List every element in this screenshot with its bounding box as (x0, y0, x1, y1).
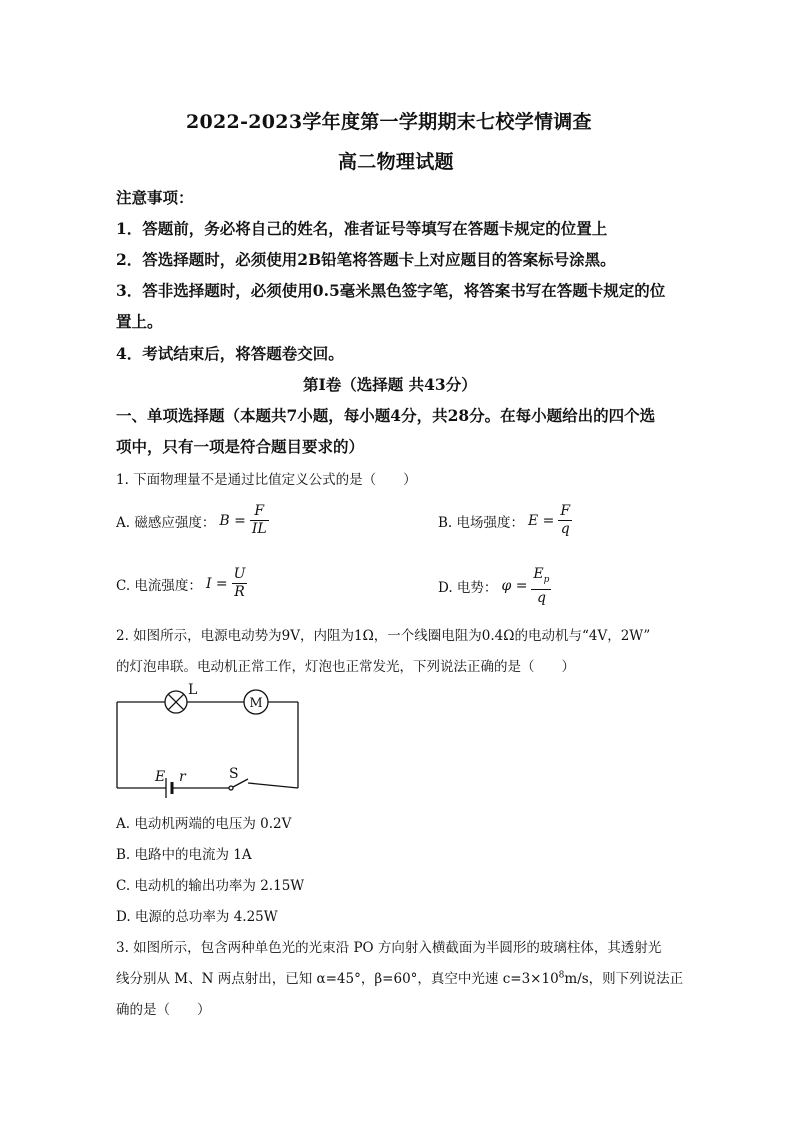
resistance-label: r (179, 769, 186, 785)
q1-option-d-denominator: q (536, 589, 546, 606)
q1-option-b (438, 503, 572, 538)
part1-heading-cont: 项中，只有一项是符合题目要求的） (116, 437, 365, 456)
q1-option-c-label: C. 电流强度： (116, 577, 202, 594)
switch-label: S (229, 766, 239, 782)
q1-option-d-numerator-sub: p (543, 574, 550, 585)
q3-stem-line2 (116, 967, 683, 987)
q1-option-c-fraction (232, 566, 248, 601)
q1-option-c-lhs: I = (205, 575, 228, 592)
q2-option-d: D. 电源的总功率为 4.25W (116, 909, 278, 925)
page-title: 2022-2023学年度第一学期期末七校学情调查 (186, 111, 592, 133)
q1-option-a (116, 503, 269, 538)
emf-label: E (155, 769, 166, 785)
switch-contact-left (229, 786, 233, 790)
q2-stem-line1: 2. 如图所示，电源电动势为9V，内阻为1Ω，一个线圈电阻为0.4Ω的电动机与“4V，2W” (116, 628, 651, 644)
q1-stem: 1. 下面物理量不是通过比值定义公式的是（ ） (116, 472, 417, 488)
q2-option-b: B. 电路中的电流为 1A (116, 847, 252, 863)
q1-option-a-denominator: IL (251, 521, 267, 537)
notes-heading: 注意事项： (116, 188, 194, 207)
q3-stem-line2-part1: 线分别从 M、N 两点射出，已知 α=45°，β=60°，真空中光速 c=3×10 (116, 971, 559, 987)
q1-option-c-denominator: R (234, 584, 245, 600)
circuit-diagram (110, 680, 310, 800)
q3-stem-line2-part2: m/s，则下列说法正 (564, 971, 684, 987)
q1-option-d-numerator (531, 566, 551, 590)
q2-option-a: A. 电动机两端的电压为 0.2V (116, 816, 292, 832)
q1-option-b-fraction (558, 503, 572, 538)
q1-option-c-numerator: U (233, 566, 246, 582)
note-item-1: 1．答题前，务必将自己的姓名，准者证号等填写在答题卡规定的位置上 (116, 219, 608, 238)
q1-option-b-lhs: E = (528, 512, 555, 529)
q2-stem-line2: 的灯泡串联。电动机正常工作，灯泡也正常发光，下列说法正确的是（ ） (116, 659, 575, 675)
q2-option-c: C. 电动机的输出功率为 2.15W (116, 878, 305, 894)
q3-stem-line2-exponent: 8 (558, 970, 565, 981)
q1-option-a-fraction (250, 503, 269, 538)
q1-option-b-label: B. 电场强度： (438, 514, 525, 531)
q1-option-b-numerator: F (560, 503, 571, 519)
motor-label: M (249, 696, 263, 711)
note-item-4: 4．考试结束后，将答题卷交回。 (116, 344, 344, 363)
switch-lever (248, 783, 298, 788)
q1-option-a-lhs: B = (219, 512, 246, 529)
q1-option-d-lhs: φ = (501, 578, 528, 595)
q1-option-b-denominator: q (560, 521, 570, 537)
part1-heading: 一、单项选择题（本题共7小题，每小题4分，共28分。在每小题给出的四个选 (116, 406, 656, 425)
q1-option-a-numerator: F (250, 503, 269, 521)
page-subtitle: 高二物理试题 (338, 151, 454, 173)
volume-heading: 第I卷（选择题 共43分） (303, 375, 477, 394)
q1-option-d-label: D. 电势： (438, 580, 498, 597)
q1-option-a-label: A. 磁感应强度： (116, 514, 216, 531)
note-item-3-cont: 置上。 (116, 312, 163, 331)
q1-option-d-fraction (531, 566, 551, 607)
q3-stem-line1: 3. 如图所示，包含两种单色光的光束沿 PO 方向射入横截面为半圆形的玻璃柱体，其透射光 (116, 940, 662, 956)
note-item-3: 3．答非选择题时，必须使用0.5毫米黑色签字笔，将答案书写在答题卡规定的位 (116, 281, 666, 300)
note-item-2: 2．答选择题时，必须使用2B铅笔将答题卡上对应题目的答案标号涂黑。 (116, 250, 616, 269)
q1-option-c (116, 566, 247, 601)
lamp-label: L (188, 682, 198, 698)
q3-stem-line3: 确的是（ ） (116, 1002, 211, 1018)
q1-option-d (438, 566, 551, 607)
lamp-icon (165, 691, 187, 713)
q1-option-d-numerator-main: E (533, 566, 544, 582)
